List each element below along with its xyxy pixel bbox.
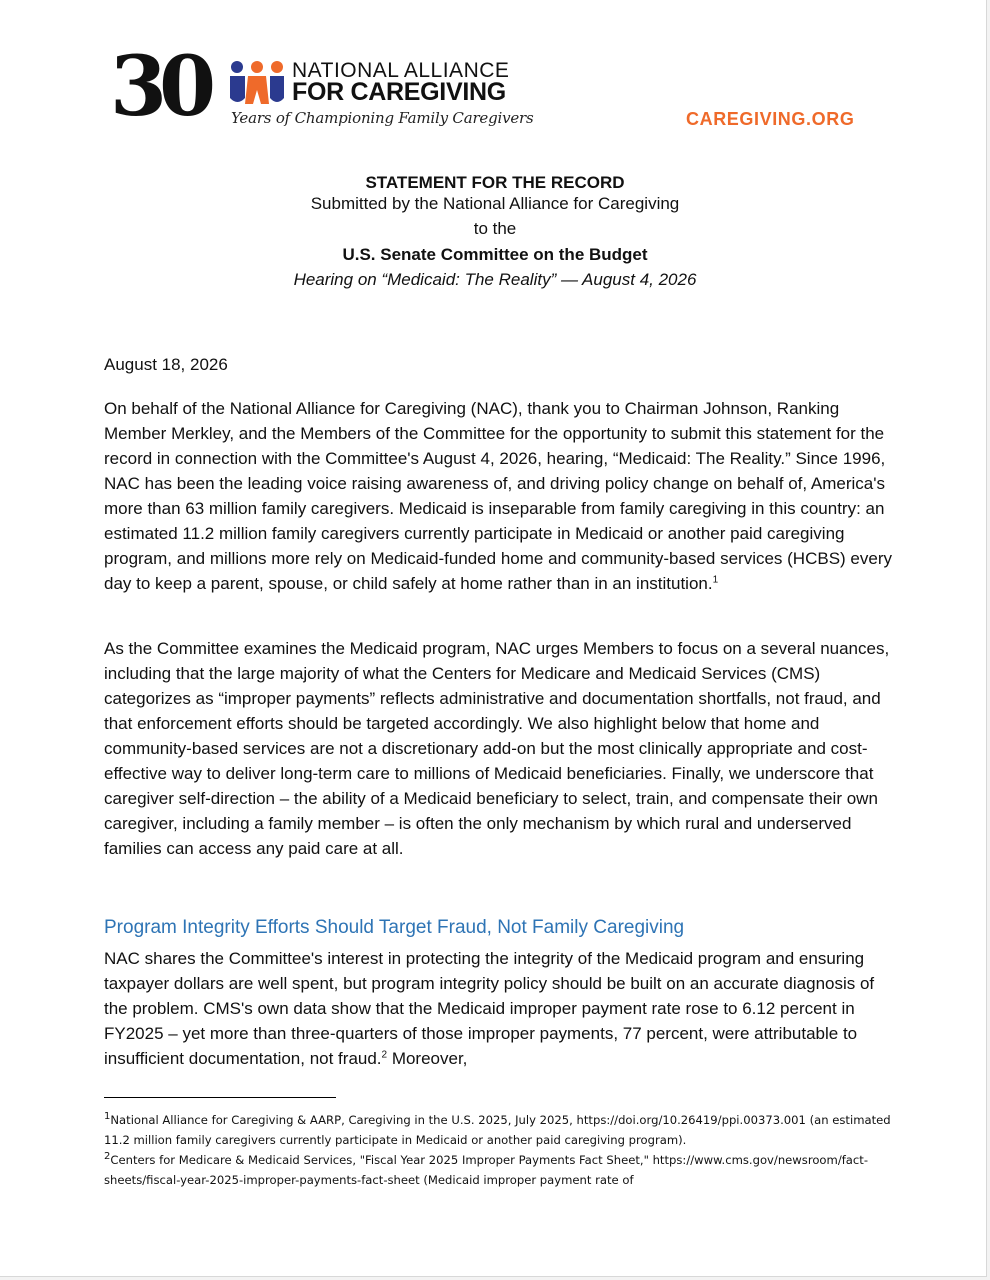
paragraph-intro-text: On behalf of the National Alliance for Caregiving (NAC), thank you to Chairman Johnson, Ranking Member Merkley, and the Members of the Committee for the opportunity to submit this statement for the record in connection with the Committee's August 4, 2026, hearing, “Medicaid: The Reality.” Since 1996, NAC has been the leading voice raising awareness of, and driving policy change on behalf of, America's more than 63 million family caregivers. Medicaid is inseparable from family caregiving in this country: an estimated 11.2 million family caregivers currently participate in Medicaid or another paid caregiving program, and millions more rely on Medicaid-funded home and community-based services (HCBS) every day to keep a parent, spouse, or child safely at home rather than in an institution. — [104, 399, 892, 593]
logo-tagline: Years of Championing Family Caregivers — [231, 109, 534, 127]
logo-30: 30 — [110, 39, 209, 135]
paragraph-continuation: Moreover, — [387, 1049, 468, 1068]
paragraph-intro — [104, 396, 894, 596]
hearing-line: Hearing on “Medicaid: The Reality” — August 4, 2026 — [293, 270, 697, 289]
to-the: to the — [473, 219, 517, 238]
statement-title: STATEMENT FOR THE RECORD — [365, 173, 625, 192]
footnote-2 — [104, 1150, 894, 1190]
logo-org-name-line1: NATIONAL ALLIANCE — [292, 59, 510, 82]
footnote-1-text: National Alliance for Caregiving & AARP, Caregiving in the U.S. 2025, July 2025, https://doi.org/10.26419/ppi.00373.001 (an estimated 11.2 million family caregivers currently participate in Medicaid or another paid caregiving program). — [104, 1113, 891, 1147]
submitted-by: Submitted by the National Alliance for Caregiving — [310, 194, 680, 213]
committee-name: U.S. Senate Committee on the Budget — [342, 245, 648, 264]
footnote-1-number: 1 — [104, 1111, 111, 1123]
caregiver-figures-logo-icon — [228, 60, 288, 106]
footnote-2-number: 2 — [104, 1151, 111, 1163]
footnote-divider — [104, 1097, 336, 1098]
paragraph-overview-text: As the Committee examines the Medicaid program, NAC urges Members to focus on a several nuances, including that the large majority of what the Centers for Medicare and Medicaid Services (CMS) categorizes as “improper payments” reflects administrative and documentation shortfalls, not fraud, and that enforcement efforts should be targeted accordingly. We also highlight below that home and community-based services are not a discretionary add-on but the most clinically appropriate and cost-effective way to deliver long-term care to millions of Medicaid beneficiaries. Finally, we underscore that caregiver self-direction – the ability of a Medicaid beneficiary to select, train, and compensate their own caregiver, including a family member – is often the only mechanism by which rural and underserved families can access any paid care at all. — [104, 639, 890, 858]
paragraph-program-integrity — [104, 946, 894, 1071]
footnote-1 — [104, 1110, 894, 1150]
paragraph-overview — [104, 636, 894, 861]
footnote-2-text: Centers for Medicare & Medicaid Services, "Fiscal Year 2025 Improper Payments Fact Sheet," https://www.cms.gov/newsroom/fact-sheets/fiscal-year-2025-improper-payments-fact-sheet (Medicaid improper payment rate of — [104, 1153, 869, 1187]
paragraph-program-integrity-text: NAC shares the Committee's interest in protecting the integrity of the Medicaid program and ensuring taxpayer dollars are well spent, but program integrity policy should be built on an accurate diagnosis of the problem. CMS's own data show that the Medicaid improper payment rate rose to 6.12 percent in FY2025 – yet more than three-quarters of those improper payments, 77 percent, were attributable to insufficient documentation, not fraud. — [104, 949, 875, 1068]
footnote-ref-2[interactable]: 2 — [381, 1049, 388, 1061]
section-heading-program-integrity: Program Integrity Efforts Should Target Fraud, Not Family Caregiving — [104, 917, 685, 938]
logo-org-name-line2: FOR CAREGIVING — [292, 78, 506, 106]
footnote-ref-1[interactable]: 1 — [712, 574, 719, 586]
statement-date: August 18, 2026 — [104, 355, 228, 374]
website-link[interactable]: CAREGIVING.ORG — [686, 109, 855, 129]
